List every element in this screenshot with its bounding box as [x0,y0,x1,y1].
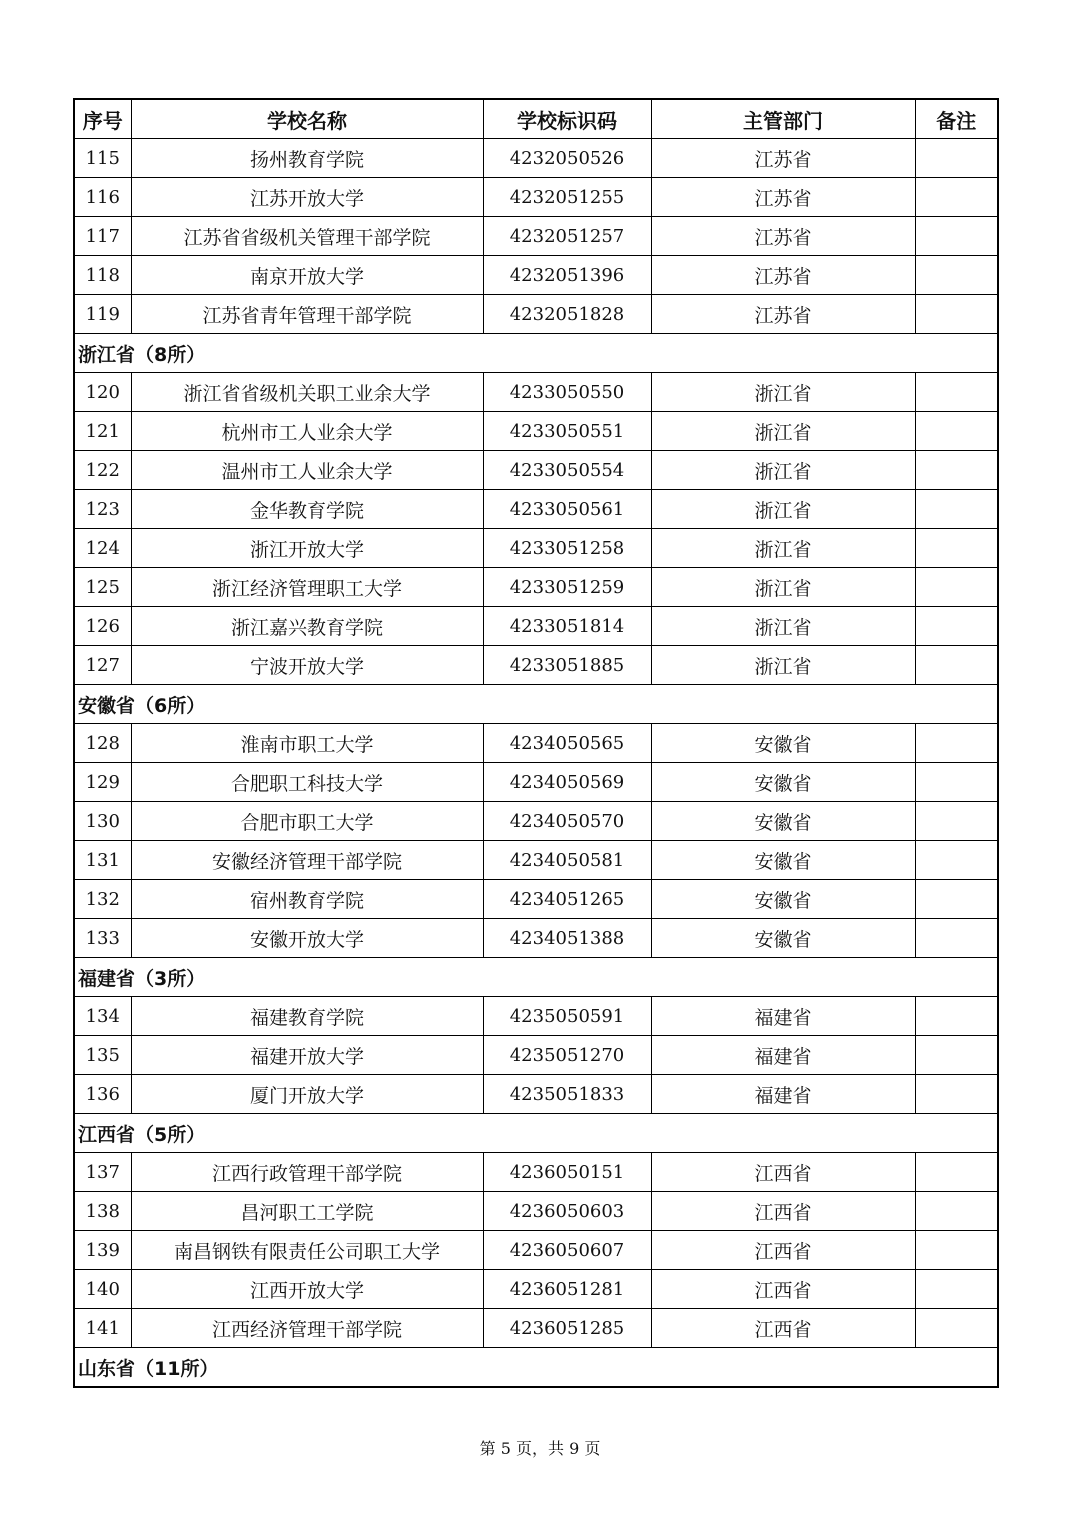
cell-remark [915,295,998,334]
cell-department: 浙江省 [651,373,915,412]
cell-department: 江西省 [651,1192,915,1231]
province-group-row [74,1114,998,1153]
cell-school-name: 安徽经济管理干部学院 [131,841,483,880]
table-row [74,1270,998,1309]
cell-department: 浙江省 [651,490,915,529]
table-row [74,490,998,529]
cell-seq: 127 [74,646,131,685]
cell-seq: 128 [74,724,131,763]
cell-school-code: 4233050550 [483,373,651,412]
cell-department: 江苏省 [651,178,915,217]
cell-department: 江西省 [651,1231,915,1270]
table-row [74,724,998,763]
cell-school-code: 4234050565 [483,724,651,763]
table-row [74,997,998,1036]
table-row [74,802,998,841]
cell-school-name: 浙江嘉兴教育学院 [131,607,483,646]
cell-school-name: 金华教育学院 [131,490,483,529]
cell-remark [915,178,998,217]
cell-school-code: 4232051828 [483,295,651,334]
table-row [74,646,998,685]
cell-seq: 138 [74,1192,131,1231]
cell-department: 江苏省 [651,217,915,256]
cell-remark [915,724,998,763]
cell-school-code: 4234051388 [483,919,651,958]
cell-remark [915,997,998,1036]
cell-remark [915,1075,998,1114]
cell-department: 福建省 [651,1075,915,1114]
cell-seq: 141 [74,1309,131,1348]
cell-school-code: 4235051833 [483,1075,651,1114]
cell-school-name: 浙江开放大学 [131,529,483,568]
cell-school-name: 合肥职工科技大学 [131,763,483,802]
cell-department: 江苏省 [651,139,915,178]
cell-school-code: 4235051270 [483,1036,651,1075]
province-group-row [74,334,998,373]
cell-remark [915,451,998,490]
cell-department: 浙江省 [651,646,915,685]
table-body [74,139,998,1388]
table-row [74,919,998,958]
cell-department: 福建省 [651,1036,915,1075]
cell-seq: 122 [74,451,131,490]
cell-department: 安徽省 [651,919,915,958]
cell-school-name: 杭州市工人业余大学 [131,412,483,451]
cell-department: 安徽省 [651,841,915,880]
cell-seq: 130 [74,802,131,841]
cell-remark [915,646,998,685]
cell-seq: 120 [74,373,131,412]
header-school-name: 学校名称 [131,99,483,139]
cell-school-name: 温州市工人业余大学 [131,451,483,490]
cell-department: 浙江省 [651,568,915,607]
cell-school-name: 厦门开放大学 [131,1075,483,1114]
page-number-footer: 第 5 页，共 9 页 [479,1439,601,1458]
cell-school-name: 浙江经济管理职工大学 [131,568,483,607]
cell-remark [915,1309,998,1348]
cell-school-code: 4236050151 [483,1153,651,1192]
cell-school-name: 江西经济管理干部学院 [131,1309,483,1348]
cell-seq: 119 [74,295,131,334]
cell-remark [915,568,998,607]
cell-school-code: 4232051257 [483,217,651,256]
cell-remark [915,841,998,880]
cell-school-name: 昌河职工工学院 [131,1192,483,1231]
table-row [74,529,998,568]
cell-school-name: 江苏开放大学 [131,178,483,217]
cell-department: 浙江省 [651,412,915,451]
cell-school-name: 淮南市职工大学 [131,724,483,763]
cell-department: 江苏省 [651,295,915,334]
cell-school-code: 4234051265 [483,880,651,919]
cell-department: 浙江省 [651,529,915,568]
cell-school-code: 4235050591 [483,997,651,1036]
table-row [74,568,998,607]
table-row [74,1075,998,1114]
school-list-table [73,98,999,1388]
table-row [74,607,998,646]
cell-department: 江西省 [651,1153,915,1192]
cell-seq: 121 [74,412,131,451]
cell-school-code: 4232051396 [483,256,651,295]
cell-seq: 133 [74,919,131,958]
cell-seq: 137 [74,1153,131,1192]
header-remark: 备注 [915,99,998,139]
cell-seq: 132 [74,880,131,919]
cell-department: 江西省 [651,1309,915,1348]
cell-department: 江苏省 [651,256,915,295]
cell-seq: 116 [74,178,131,217]
cell-school-code: 4234050569 [483,763,651,802]
cell-school-code: 4233051258 [483,529,651,568]
table-row [74,1192,998,1231]
cell-remark [915,1270,998,1309]
cell-school-code: 4236051285 [483,1309,651,1348]
province-group-row [74,958,998,997]
table-header [74,99,998,139]
cell-remark [915,880,998,919]
cell-school-code: 4233050561 [483,490,651,529]
cell-seq: 117 [74,217,131,256]
cell-remark [915,607,998,646]
cell-school-name: 南京开放大学 [131,256,483,295]
cell-remark [915,412,998,451]
table-row [74,295,998,334]
cell-remark [915,1153,998,1192]
header-seq: 序号 [74,99,131,139]
cell-school-code: 4233051814 [483,607,651,646]
cell-school-name: 江苏省青年管理干部学院 [131,295,483,334]
table-row [74,880,998,919]
cell-school-code: 4233051885 [483,646,651,685]
table-row [74,841,998,880]
cell-school-code: 4234050570 [483,802,651,841]
cell-department: 浙江省 [651,451,915,490]
cell-seq: 118 [74,256,131,295]
cell-school-name: 福建开放大学 [131,1036,483,1075]
province-group-label: 浙江省（8所） [74,334,998,373]
cell-department: 江西省 [651,1270,915,1309]
cell-school-code: 4236050603 [483,1192,651,1231]
cell-school-name: 福建教育学院 [131,997,483,1036]
cell-seq: 115 [74,139,131,178]
cell-remark [915,256,998,295]
cell-seq: 124 [74,529,131,568]
table-row [74,373,998,412]
cell-remark [915,1231,998,1270]
cell-department: 浙江省 [651,607,915,646]
table-row [74,1153,998,1192]
cell-seq: 140 [74,1270,131,1309]
table-row [74,412,998,451]
cell-school-code: 4236050607 [483,1231,651,1270]
table-row [74,178,998,217]
cell-school-name: 宁波开放大学 [131,646,483,685]
cell-school-code: 4234050581 [483,841,651,880]
cell-remark [915,763,998,802]
cell-seq: 126 [74,607,131,646]
cell-remark [915,919,998,958]
cell-school-name: 江苏省省级机关管理干部学院 [131,217,483,256]
cell-seq: 125 [74,568,131,607]
header-department: 主管部门 [651,99,915,139]
cell-school-name: 江西开放大学 [131,1270,483,1309]
table-row [74,1036,998,1075]
cell-school-name: 合肥市职工大学 [131,802,483,841]
cell-seq: 134 [74,997,131,1036]
table-row [74,217,998,256]
province-group-label: 山东省（11所） [74,1348,998,1388]
cell-school-code: 4233051259 [483,568,651,607]
cell-department: 安徽省 [651,763,915,802]
cell-seq: 129 [74,763,131,802]
cell-seq: 123 [74,490,131,529]
cell-seq: 136 [74,1075,131,1114]
table-row [74,256,998,295]
table-row [74,139,998,178]
cell-school-name: 浙江省省级机关职工业余大学 [131,373,483,412]
cell-school-code: 4233050554 [483,451,651,490]
cell-remark [915,139,998,178]
cell-department: 安徽省 [651,880,915,919]
cell-remark [915,373,998,412]
province-group-label: 江西省（5所） [74,1114,998,1153]
cell-school-name: 江西行政管理干部学院 [131,1153,483,1192]
cell-seq: 131 [74,841,131,880]
cell-remark [915,1192,998,1231]
cell-department: 安徽省 [651,724,915,763]
header-row [74,99,998,139]
cell-school-name: 扬州教育学院 [131,139,483,178]
table-row [74,763,998,802]
cell-school-name: 宿州教育学院 [131,880,483,919]
province-group-row [74,685,998,724]
cell-school-code: 4236051281 [483,1270,651,1309]
table-row [74,451,998,490]
cell-seq: 135 [74,1036,131,1075]
cell-remark [915,529,998,568]
cell-school-name: 南昌钢铁有限责任公司职工大学 [131,1231,483,1270]
cell-school-name: 安徽开放大学 [131,919,483,958]
cell-department: 福建省 [651,997,915,1036]
province-group-label: 福建省（3所） [74,958,998,997]
table-row [74,1231,998,1270]
table-row [74,1309,998,1348]
cell-remark [915,217,998,256]
cell-school-code: 4232050526 [483,139,651,178]
cell-school-code: 4232051255 [483,178,651,217]
cell-remark [915,490,998,529]
province-group-row [74,1348,998,1388]
cell-school-code: 4233050551 [483,412,651,451]
cell-department: 安徽省 [651,802,915,841]
cell-seq: 139 [74,1231,131,1270]
province-group-label: 安徽省（6所） [74,685,998,724]
cell-remark [915,1036,998,1075]
header-school-code: 学校标识码 [483,99,651,139]
cell-remark [915,802,998,841]
